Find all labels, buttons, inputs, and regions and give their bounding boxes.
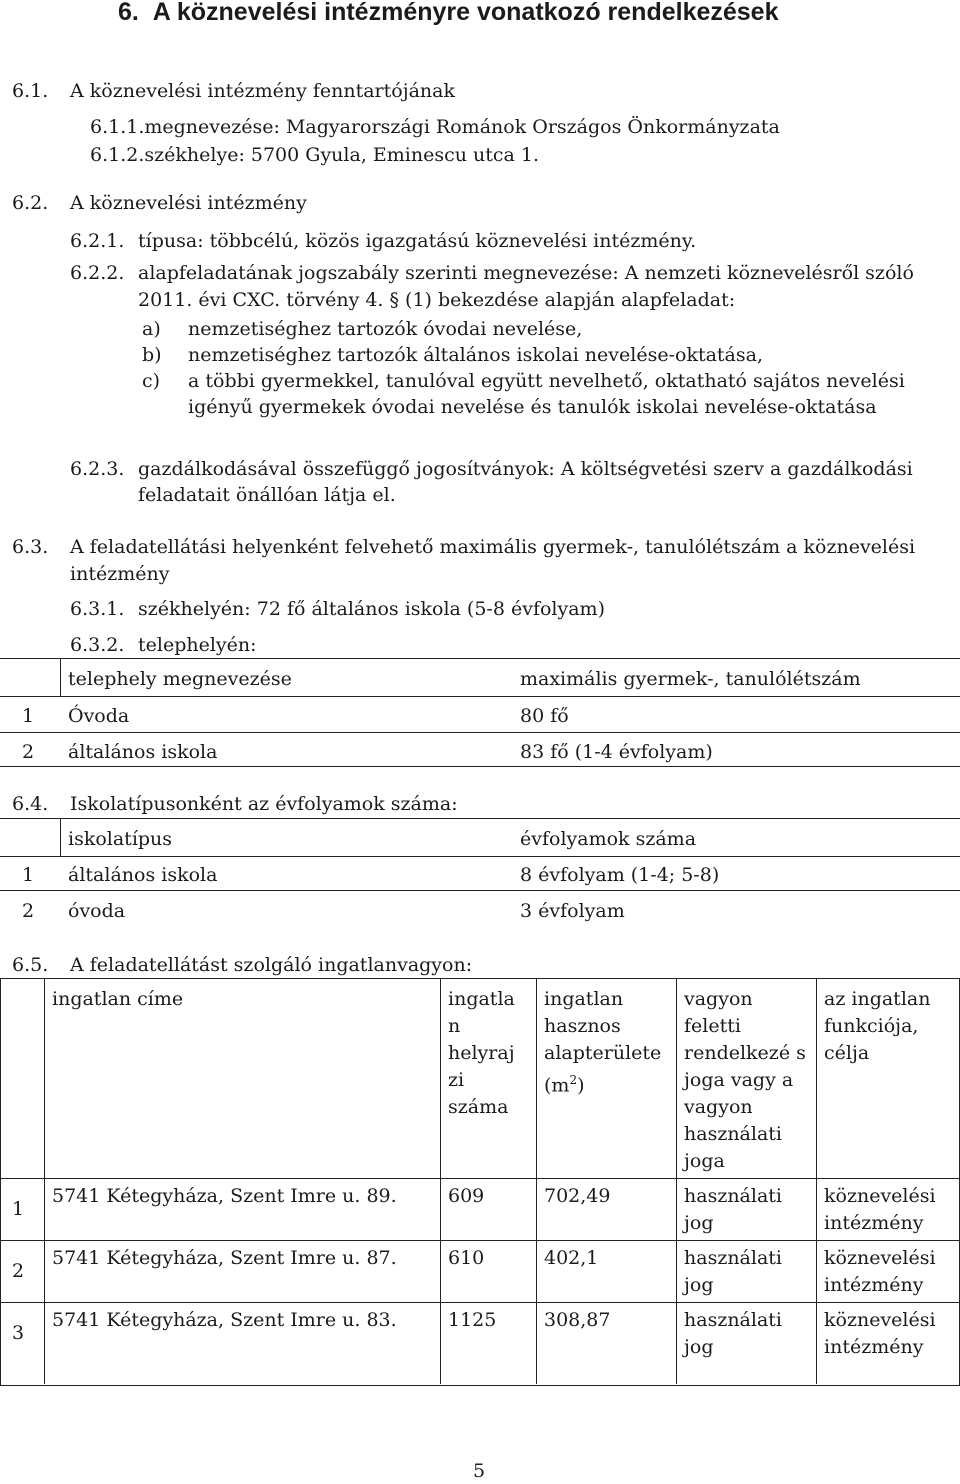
row-lot: 610 [448,1247,485,1269]
s6-1-title: A köznevelési intézmény fenntartójának [70,80,456,102]
s6-5-title: A feladatellátást szolgáló ingatlanvagyon: [70,954,473,976]
row-site-name: általános iskola [68,741,218,763]
s6-3-1-number: 6.3.1. [70,598,125,620]
section-title: A köznevelési intézményre vonatkozó rendelkezések [152,0,779,26]
s6-2-3-number: 6.2.3. [70,458,125,480]
row-address: 5741 Kétegyháza, Szent Imre u. 83. [52,1309,397,1331]
row-area: 308,87 [544,1309,611,1331]
row-address: 5741 Kétegyháza, Szent Imre u. 87. [52,1247,397,1269]
s6-2-number: 6.2. [12,192,49,214]
s6-5-number: 6.5. [12,954,49,976]
table-rule [0,1178,960,1179]
s6-2-1-text: típusa: többcélú, közös igazgatású köznevelési intézmény. [138,230,697,252]
table-rule [0,1240,960,1241]
list-item-a: nemzetiséghez tartozók óvodai nevelése, [188,318,583,340]
row-number: 3 [12,1322,25,1344]
row-number: 2 [22,741,35,763]
row-lot: 1125 [448,1309,497,1331]
row-grades: 8 évfolyam (1-4; 5-8) [520,864,720,886]
table-col-rule [44,978,45,1384]
row-area: 702,49 [544,1185,611,1207]
s6-1-2-text: 6.1.2.székhelye: 5700 Gyula, Eminescu utca 1. [90,144,540,166]
col-header-school-type: iskolatípus [68,828,173,850]
row-right: használati jog [684,1185,783,1234]
table-rule [0,696,960,697]
table-col-rule [536,978,537,1384]
row-capacity: 83 fő (1-4 évfolyam) [520,741,713,763]
section-number: 6. [118,0,139,26]
s6-3-2-text: telephelyén: [138,634,257,656]
row-capacity: 80 fő [520,705,569,727]
s6-3-2-number: 6.3.2. [70,634,125,656]
table-col-rule [440,978,441,1384]
s6-1-1-text: 6.1.1.megnevezése: Magyarországi Románok Országos Önkormányzata [90,116,780,138]
table-rule [0,890,960,891]
row-number: 2 [22,900,35,922]
row-number: 1 [12,1198,25,1220]
list-letter-b: b) [142,344,162,366]
col-header-lot: ingatla n helyraj zi száma [448,988,515,1118]
page-number: 5 [473,1460,486,1482]
row-site-name: Óvoda [68,705,130,727]
table-rule [0,1302,960,1303]
col-header-address: ingatlan címe [52,988,184,1010]
s6-2-2-number: 6.2.2. [70,262,125,284]
row-function: köznevelési intézmény [824,1247,936,1296]
row-right: használati jog [684,1309,783,1358]
list-letter-c: c) [142,370,161,392]
s6-3-line2: intézmény [70,563,170,585]
list-item-c-line1: a többi gyermekkel, tanulóval együtt nevelhető, oktatható sajátos nevelési [188,370,905,392]
row-school-type: általános iskola [68,864,218,886]
col-header-grades: évfolyamok száma [520,828,697,850]
row-right: használati jog [684,1247,783,1296]
table-col-rule [60,818,61,856]
s6-4-number: 6.4. [12,793,49,815]
table-col-rule [60,658,61,696]
row-number: 1 [22,864,35,886]
row-school-type: óvoda [68,900,126,922]
table-rule [0,856,960,857]
s6-1-number: 6.1. [12,80,49,102]
col-header-right: vagyon feletti rendelkezé s joga vagy a vagyon használati joga [684,988,806,1172]
row-number: 2 [12,1260,25,1282]
col-header-site: telephely megnevezése [68,668,292,690]
col-header-area: ingatlan hasznos alapterülete $(m^2)$ [544,988,662,1097]
table-rule [0,766,960,767]
table-col-rule [816,978,817,1384]
table-col-rule [676,978,677,1384]
list-item-c-line2: igényű gyermekek óvodai nevelése és tanulók iskolai nevelése-oktatása [188,396,877,418]
s6-3-line1: A feladatellátási helyenként felvehető maximális gyermek-, tanulólétszám a köznevelési [70,536,916,558]
col-header-function: az ingatlan funkciója, célja [824,988,931,1064]
list-letter-a: a) [142,318,161,340]
s6-2-2-line2: 2011. évi CXC. törvény 4. § (1) bekezdése alapján alapfeladat: [138,289,736,311]
row-lot: 609 [448,1185,485,1207]
section-heading [118,0,779,27]
list-item-b: nemzetiséghez tartozók általános iskolai nevelése-oktatása, [188,344,764,366]
row-area: 402,1 [544,1247,599,1269]
s6-2-3-line2: feladatait önállóan látja el. [138,484,396,506]
s6-3-number: 6.3. [12,536,49,558]
row-number: 1 [22,705,35,727]
s6-2-3-line1: gazdálkodásával összefüggő jogosítványok: A költségvetési szerv a gazdálkodási [138,458,913,480]
s6-2-2-line1: alapfeladatának jogszabály szerinti megnevezése: A nemzeti köznevelésről szóló [138,262,914,284]
s6-2-1-number: 6.2.1. [70,230,125,252]
table-top-rule [0,658,960,659]
s6-4-title: Iskolatípusonként az évfolyamok száma: [70,793,458,815]
table-top-rule [0,818,960,819]
row-function: köznevelési intézmény [824,1185,936,1234]
row-address: 5741 Kétegyháza, Szent Imre u. 89. [52,1185,397,1207]
s6-3-1-text: székhelyén: 72 fő általános iskola (5-8 évfolyam) [138,598,605,620]
row-grades: 3 évfolyam [520,900,625,922]
col-header-capacity: maximális gyermek-, tanulólétszám [520,668,861,690]
table-rule [0,732,960,733]
s6-2-title: A köznevelési intézmény [70,192,307,214]
row-function: köznevelési intézmény [824,1309,936,1358]
